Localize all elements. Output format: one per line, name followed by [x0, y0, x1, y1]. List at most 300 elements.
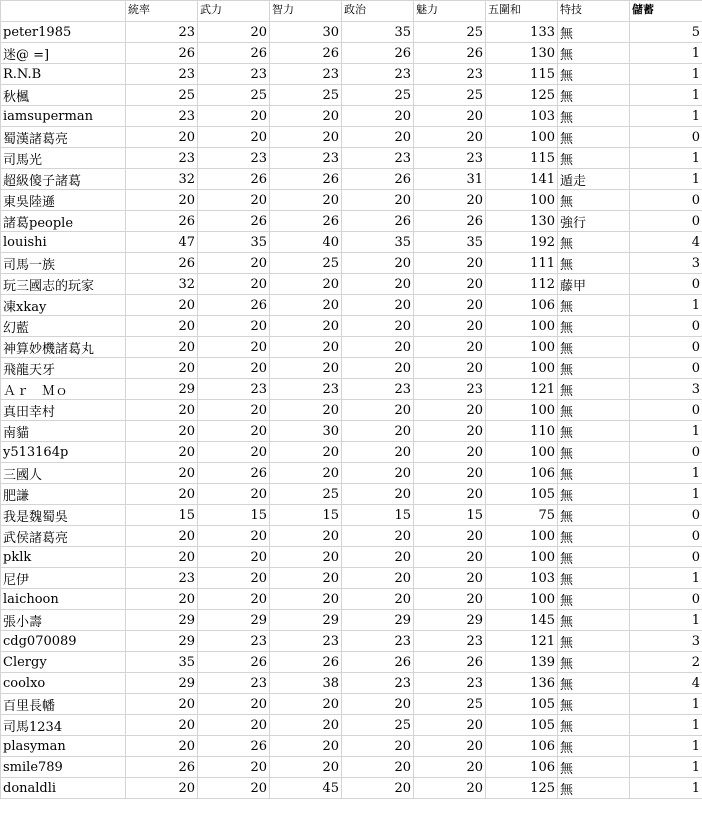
cell-name[interactable]: iamsuperman — [1, 106, 126, 127]
cell-command[interactable]: 26 — [126, 757, 198, 778]
cell-skill[interactable]: 強行 — [558, 211, 630, 232]
cell-name[interactable]: donaldli — [1, 778, 126, 799]
cell-intelligence[interactable]: 45 — [270, 778, 342, 799]
cell-command[interactable]: 29 — [126, 379, 198, 400]
cell-name[interactable]: 真田幸村 — [1, 400, 126, 421]
cell-name[interactable]: 肥謙 — [1, 484, 126, 505]
cell-savings[interactable]: 1 — [630, 568, 702, 589]
cell-savings[interactable]: 0 — [630, 127, 702, 148]
cell-savings[interactable]: 1 — [630, 295, 702, 316]
cell-total[interactable]: 141 — [486, 169, 558, 190]
cell-politics[interactable]: 23 — [342, 148, 414, 169]
header-name[interactable] — [1, 1, 126, 22]
cell-skill[interactable]: 無 — [558, 148, 630, 169]
cell-politics[interactable]: 20 — [342, 547, 414, 568]
cell-intelligence[interactable]: 15 — [270, 505, 342, 526]
cell-strength[interactable]: 26 — [198, 211, 270, 232]
cell-savings[interactable]: 1 — [630, 64, 702, 85]
cell-total[interactable]: 112 — [486, 274, 558, 295]
cell-savings[interactable]: 0 — [630, 274, 702, 295]
cell-command[interactable]: 20 — [126, 694, 198, 715]
cell-politics[interactable]: 25 — [342, 85, 414, 106]
cell-total[interactable]: 145 — [486, 610, 558, 631]
cell-charisma[interactable]: 20 — [414, 400, 486, 421]
cell-politics[interactable]: 20 — [342, 316, 414, 337]
cell-strength[interactable]: 25 — [198, 85, 270, 106]
cell-command[interactable]: 23 — [126, 106, 198, 127]
cell-savings[interactable]: 0 — [630, 211, 702, 232]
cell-intelligence[interactable]: 23 — [270, 631, 342, 652]
cell-savings[interactable]: 1 — [630, 484, 702, 505]
cell-command[interactable]: 20 — [126, 589, 198, 610]
cell-charisma[interactable]: 20 — [414, 778, 486, 799]
cell-politics[interactable]: 20 — [342, 106, 414, 127]
cell-charisma[interactable]: 23 — [414, 379, 486, 400]
cell-total[interactable]: 106 — [486, 757, 558, 778]
cell-savings[interactable]: 1 — [630, 148, 702, 169]
cell-name[interactable]: 司馬光 — [1, 148, 126, 169]
cell-politics[interactable]: 23 — [342, 631, 414, 652]
cell-total[interactable]: 106 — [486, 736, 558, 757]
cell-strength[interactable]: 20 — [198, 316, 270, 337]
cell-savings[interactable]: 1 — [630, 736, 702, 757]
cell-savings[interactable]: 3 — [630, 631, 702, 652]
cell-skill[interactable]: 無 — [558, 421, 630, 442]
cell-charisma[interactable]: 29 — [414, 610, 486, 631]
cell-savings[interactable]: 0 — [630, 190, 702, 211]
cell-charisma[interactable]: 26 — [414, 43, 486, 64]
cell-intelligence[interactable]: 30 — [270, 421, 342, 442]
cell-savings[interactable]: 0 — [630, 442, 702, 463]
cell-skill[interactable]: 無 — [558, 232, 630, 253]
cell-intelligence[interactable]: 20 — [270, 316, 342, 337]
cell-savings[interactable]: 1 — [630, 463, 702, 484]
cell-charisma[interactable]: 20 — [414, 253, 486, 274]
cell-skill[interactable]: 無 — [558, 694, 630, 715]
cell-politics[interactable]: 26 — [342, 169, 414, 190]
cell-command[interactable]: 20 — [126, 316, 198, 337]
cell-intelligence[interactable]: 20 — [270, 589, 342, 610]
cell-politics[interactable]: 20 — [342, 778, 414, 799]
cell-savings[interactable]: 0 — [630, 526, 702, 547]
cell-charisma[interactable]: 20 — [414, 715, 486, 736]
cell-intelligence[interactable]: 25 — [270, 253, 342, 274]
cell-command[interactable]: 20 — [126, 736, 198, 757]
cell-savings[interactable]: 1 — [630, 610, 702, 631]
cell-total[interactable]: 100 — [486, 442, 558, 463]
cell-total[interactable]: 103 — [486, 106, 558, 127]
cell-skill[interactable]: 無 — [558, 316, 630, 337]
cell-total[interactable]: 125 — [486, 778, 558, 799]
cell-intelligence[interactable]: 20 — [270, 463, 342, 484]
cell-charisma[interactable]: 20 — [414, 568, 486, 589]
cell-command[interactable]: 20 — [126, 190, 198, 211]
cell-politics[interactable]: 23 — [342, 379, 414, 400]
cell-intelligence[interactable]: 30 — [270, 22, 342, 43]
cell-name[interactable]: 神算妙機諸葛丸 — [1, 337, 126, 358]
cell-total[interactable]: 100 — [486, 547, 558, 568]
cell-name[interactable]: 超級傻子諸葛 — [1, 169, 126, 190]
cell-strength[interactable]: 20 — [198, 358, 270, 379]
cell-skill[interactable]: 藤甲 — [558, 274, 630, 295]
cell-total[interactable]: 100 — [486, 358, 558, 379]
cell-charisma[interactable]: 20 — [414, 463, 486, 484]
cell-skill[interactable]: 無 — [558, 379, 630, 400]
cell-command[interactable]: 20 — [126, 778, 198, 799]
cell-strength[interactable]: 20 — [198, 526, 270, 547]
cell-intelligence[interactable]: 20 — [270, 526, 342, 547]
cell-total[interactable]: 105 — [486, 484, 558, 505]
cell-charisma[interactable]: 20 — [414, 421, 486, 442]
cell-charisma[interactable]: 20 — [414, 337, 486, 358]
cell-skill[interactable]: 遁走 — [558, 169, 630, 190]
cell-charisma[interactable]: 20 — [414, 106, 486, 127]
cell-charisma[interactable]: 20 — [414, 274, 486, 295]
cell-savings[interactable]: 4 — [630, 673, 702, 694]
cell-strength[interactable]: 23 — [198, 631, 270, 652]
cell-command[interactable]: 23 — [126, 148, 198, 169]
cell-charisma[interactable]: 20 — [414, 757, 486, 778]
cell-strength[interactable]: 20 — [198, 22, 270, 43]
cell-politics[interactable]: 29 — [342, 610, 414, 631]
cell-skill[interactable]: 無 — [558, 715, 630, 736]
header-total[interactable]: 五圍和 — [486, 1, 558, 22]
cell-savings[interactable]: 1 — [630, 85, 702, 106]
cell-total[interactable]: 130 — [486, 43, 558, 64]
cell-intelligence[interactable]: 20 — [270, 106, 342, 127]
cell-name[interactable]: 玩三國志的玩家 — [1, 274, 126, 295]
cell-name[interactable]: R.N.B — [1, 64, 126, 85]
cell-name[interactable]: smile789 — [1, 757, 126, 778]
cell-skill[interactable]: 無 — [558, 295, 630, 316]
cell-politics[interactable]: 20 — [342, 589, 414, 610]
cell-politics[interactable]: 26 — [342, 211, 414, 232]
cell-intelligence[interactable]: 20 — [270, 190, 342, 211]
cell-savings[interactable]: 0 — [630, 400, 702, 421]
cell-command[interactable]: 20 — [126, 358, 198, 379]
cell-command[interactable]: 26 — [126, 43, 198, 64]
cell-skill[interactable]: 無 — [558, 484, 630, 505]
cell-command[interactable]: 47 — [126, 232, 198, 253]
header-skill[interactable]: 特技 — [558, 1, 630, 22]
cell-name[interactable]: plasyman — [1, 736, 126, 757]
cell-intelligence[interactable]: 23 — [270, 64, 342, 85]
cell-charisma[interactable]: 20 — [414, 526, 486, 547]
cell-savings[interactable]: 4 — [630, 232, 702, 253]
cell-politics[interactable]: 20 — [342, 484, 414, 505]
cell-intelligence[interactable]: 23 — [270, 379, 342, 400]
cell-name[interactable]: 飛龍天牙 — [1, 358, 126, 379]
cell-total[interactable]: 75 — [486, 505, 558, 526]
cell-intelligence[interactable]: 20 — [270, 442, 342, 463]
cell-charisma[interactable]: 20 — [414, 127, 486, 148]
cell-strength[interactable]: 23 — [198, 673, 270, 694]
cell-strength[interactable]: 26 — [198, 169, 270, 190]
cell-skill[interactable]: 無 — [558, 505, 630, 526]
cell-command[interactable]: 20 — [126, 715, 198, 736]
cell-savings[interactable]: 1 — [630, 757, 702, 778]
cell-intelligence[interactable]: 25 — [270, 484, 342, 505]
cell-strength[interactable]: 20 — [198, 106, 270, 127]
header-strength[interactable]: 武力 — [198, 1, 270, 22]
cell-intelligence[interactable]: 20 — [270, 736, 342, 757]
cell-strength[interactable]: 23 — [198, 379, 270, 400]
cell-savings[interactable]: 0 — [630, 505, 702, 526]
cell-skill[interactable]: 無 — [558, 190, 630, 211]
cell-intelligence[interactable]: 26 — [270, 652, 342, 673]
cell-skill[interactable]: 無 — [558, 22, 630, 43]
cell-intelligence[interactable]: 20 — [270, 274, 342, 295]
header-politics[interactable]: 政治 — [342, 1, 414, 22]
cell-politics[interactable]: 20 — [342, 421, 414, 442]
cell-name[interactable]: 秋楓 — [1, 85, 126, 106]
cell-command[interactable]: 32 — [126, 169, 198, 190]
cell-name[interactable]: y513164p — [1, 442, 126, 463]
cell-charisma[interactable]: 20 — [414, 484, 486, 505]
cell-strength[interactable]: 20 — [198, 715, 270, 736]
cell-skill[interactable]: 無 — [558, 64, 630, 85]
cell-command[interactable]: 29 — [126, 631, 198, 652]
cell-charisma[interactable]: 20 — [414, 589, 486, 610]
cell-name[interactable]: 武侯諸葛亮 — [1, 526, 126, 547]
cell-politics[interactable]: 23 — [342, 64, 414, 85]
cell-total[interactable]: 121 — [486, 631, 558, 652]
cell-charisma[interactable]: 20 — [414, 547, 486, 568]
cell-command[interactable]: 20 — [126, 337, 198, 358]
cell-politics[interactable]: 20 — [342, 694, 414, 715]
cell-strength[interactable]: 20 — [198, 547, 270, 568]
cell-command[interactable]: 20 — [126, 127, 198, 148]
cell-name[interactable]: louishi — [1, 232, 126, 253]
cell-command[interactable]: 32 — [126, 274, 198, 295]
cell-skill[interactable]: 無 — [558, 400, 630, 421]
cell-savings[interactable]: 3 — [630, 253, 702, 274]
cell-charisma[interactable]: 31 — [414, 169, 486, 190]
cell-skill[interactable]: 無 — [558, 736, 630, 757]
cell-command[interactable]: 15 — [126, 505, 198, 526]
cell-politics[interactable]: 26 — [342, 43, 414, 64]
cell-savings[interactable]: 0 — [630, 358, 702, 379]
cell-charisma[interactable]: 20 — [414, 358, 486, 379]
cell-intelligence[interactable]: 20 — [270, 127, 342, 148]
cell-total[interactable]: 111 — [486, 253, 558, 274]
cell-name[interactable]: 張小壽 — [1, 610, 126, 631]
cell-command[interactable]: 29 — [126, 673, 198, 694]
cell-command[interactable]: 25 — [126, 85, 198, 106]
cell-strength[interactable]: 20 — [198, 442, 270, 463]
cell-savings[interactable]: 1 — [630, 715, 702, 736]
cell-strength[interactable]: 35 — [198, 232, 270, 253]
cell-name[interactable]: 司馬1234 — [1, 715, 126, 736]
cell-strength[interactable]: 20 — [198, 190, 270, 211]
cell-skill[interactable]: 無 — [558, 358, 630, 379]
cell-strength[interactable]: 26 — [198, 652, 270, 673]
cell-name[interactable]: Clergy — [1, 652, 126, 673]
cell-politics[interactable]: 20 — [342, 295, 414, 316]
cell-savings[interactable]: 1 — [630, 421, 702, 442]
cell-total[interactable]: 130 — [486, 211, 558, 232]
cell-total[interactable]: 100 — [486, 316, 558, 337]
cell-strength[interactable]: 23 — [198, 64, 270, 85]
header-savings[interactable]: 儲蓄 — [630, 1, 702, 22]
cell-skill[interactable]: 無 — [558, 127, 630, 148]
cell-strength[interactable]: 15 — [198, 505, 270, 526]
cell-command[interactable]: 26 — [126, 211, 198, 232]
cell-total[interactable]: 110 — [486, 421, 558, 442]
cell-name[interactable]: laichoon — [1, 589, 126, 610]
cell-charisma[interactable]: 23 — [414, 148, 486, 169]
cell-charisma[interactable]: 25 — [414, 22, 486, 43]
cell-skill[interactable]: 無 — [558, 43, 630, 64]
cell-skill[interactable]: 無 — [558, 106, 630, 127]
cell-command[interactable]: 35 — [126, 652, 198, 673]
cell-skill[interactable]: 無 — [558, 85, 630, 106]
cell-name[interactable]: 蜀漢諸葛亮 — [1, 127, 126, 148]
cell-total[interactable]: 100 — [486, 526, 558, 547]
cell-strength[interactable]: 23 — [198, 148, 270, 169]
cell-total[interactable]: 105 — [486, 694, 558, 715]
cell-charisma[interactable]: 20 — [414, 190, 486, 211]
cell-charisma[interactable]: 25 — [414, 694, 486, 715]
cell-name[interactable]: 尼伊 — [1, 568, 126, 589]
cell-name[interactable]: Ａｒ Ｍｏ — [1, 379, 126, 400]
cell-total[interactable]: 100 — [486, 337, 558, 358]
cell-politics[interactable]: 35 — [342, 232, 414, 253]
cell-savings[interactable]: 0 — [630, 316, 702, 337]
cell-name[interactable]: coolxo — [1, 673, 126, 694]
cell-skill[interactable]: 無 — [558, 337, 630, 358]
cell-charisma[interactable]: 23 — [414, 64, 486, 85]
cell-charisma[interactable]: 15 — [414, 505, 486, 526]
cell-name[interactable]: cdg070089 — [1, 631, 126, 652]
cell-intelligence[interactable]: 20 — [270, 358, 342, 379]
cell-charisma[interactable]: 26 — [414, 652, 486, 673]
cell-savings[interactable]: 3 — [630, 379, 702, 400]
cell-name[interactable]: 迷@ =] — [1, 43, 126, 64]
cell-savings[interactable]: 0 — [630, 589, 702, 610]
cell-name[interactable]: 三國人 — [1, 463, 126, 484]
cell-name[interactable]: 南貓 — [1, 421, 126, 442]
cell-strength[interactable]: 20 — [198, 274, 270, 295]
cell-total[interactable]: 115 — [486, 148, 558, 169]
cell-intelligence[interactable]: 26 — [270, 169, 342, 190]
cell-charisma[interactable]: 20 — [414, 295, 486, 316]
cell-command[interactable]: 23 — [126, 568, 198, 589]
cell-politics[interactable]: 20 — [342, 442, 414, 463]
cell-strength[interactable]: 20 — [198, 694, 270, 715]
cell-skill[interactable]: 無 — [558, 778, 630, 799]
cell-intelligence[interactable]: 20 — [270, 757, 342, 778]
cell-strength[interactable]: 20 — [198, 127, 270, 148]
cell-skill[interactable]: 無 — [558, 673, 630, 694]
cell-politics[interactable]: 20 — [342, 400, 414, 421]
header-charisma[interactable]: 魅力 — [414, 1, 486, 22]
cell-name[interactable]: 凍xkay — [1, 295, 126, 316]
header-intelligence[interactable]: 智力 — [270, 1, 342, 22]
cell-skill[interactable]: 無 — [558, 463, 630, 484]
cell-savings[interactable]: 1 — [630, 169, 702, 190]
cell-skill[interactable]: 無 — [558, 526, 630, 547]
cell-politics[interactable]: 20 — [342, 526, 414, 547]
cell-politics[interactable]: 20 — [342, 253, 414, 274]
cell-name[interactable]: peter1985 — [1, 22, 126, 43]
cell-strength[interactable]: 20 — [198, 589, 270, 610]
cell-command[interactable]: 20 — [126, 421, 198, 442]
cell-total[interactable]: 139 — [486, 652, 558, 673]
cell-total[interactable]: 100 — [486, 589, 558, 610]
cell-command[interactable]: 26 — [126, 253, 198, 274]
cell-total[interactable]: 136 — [486, 673, 558, 694]
cell-politics[interactable]: 20 — [342, 337, 414, 358]
cell-savings[interactable]: 1 — [630, 694, 702, 715]
cell-intelligence[interactable]: 25 — [270, 85, 342, 106]
cell-command[interactable]: 20 — [126, 484, 198, 505]
cell-politics[interactable]: 15 — [342, 505, 414, 526]
cell-politics[interactable]: 20 — [342, 757, 414, 778]
cell-strength[interactable]: 26 — [198, 736, 270, 757]
cell-strength[interactable]: 29 — [198, 610, 270, 631]
cell-command[interactable]: 20 — [126, 463, 198, 484]
cell-total[interactable]: 106 — [486, 295, 558, 316]
cell-charisma[interactable]: 20 — [414, 316, 486, 337]
cell-charisma[interactable]: 20 — [414, 736, 486, 757]
cell-skill[interactable]: 無 — [558, 757, 630, 778]
cell-name[interactable]: 司馬一族 — [1, 253, 126, 274]
cell-strength[interactable]: 20 — [198, 568, 270, 589]
cell-intelligence[interactable]: 20 — [270, 337, 342, 358]
cell-savings[interactable]: 2 — [630, 652, 702, 673]
cell-strength[interactable]: 20 — [198, 400, 270, 421]
cell-intelligence[interactable]: 20 — [270, 295, 342, 316]
cell-politics[interactable]: 20 — [342, 274, 414, 295]
cell-total[interactable]: 105 — [486, 715, 558, 736]
cell-total[interactable]: 103 — [486, 568, 558, 589]
cell-name[interactable]: pklk — [1, 547, 126, 568]
cell-politics[interactable]: 25 — [342, 715, 414, 736]
cell-savings[interactable]: 0 — [630, 337, 702, 358]
cell-intelligence[interactable]: 20 — [270, 400, 342, 421]
cell-intelligence[interactable]: 26 — [270, 43, 342, 64]
cell-skill[interactable]: 無 — [558, 547, 630, 568]
cell-total[interactable]: 192 — [486, 232, 558, 253]
cell-charisma[interactable]: 23 — [414, 631, 486, 652]
cell-total[interactable]: 121 — [486, 379, 558, 400]
cell-politics[interactable]: 20 — [342, 568, 414, 589]
cell-command[interactable]: 23 — [126, 64, 198, 85]
cell-command[interactable]: 23 — [126, 22, 198, 43]
cell-name[interactable]: 我是魏蜀吳 — [1, 505, 126, 526]
cell-intelligence[interactable]: 20 — [270, 715, 342, 736]
cell-strength[interactable]: 26 — [198, 463, 270, 484]
cell-total[interactable]: 100 — [486, 190, 558, 211]
cell-charisma[interactable]: 25 — [414, 85, 486, 106]
cell-command[interactable]: 29 — [126, 610, 198, 631]
cell-command[interactable]: 20 — [126, 295, 198, 316]
cell-skill[interactable]: 無 — [558, 589, 630, 610]
cell-skill[interactable]: 無 — [558, 442, 630, 463]
cell-charisma[interactable]: 20 — [414, 442, 486, 463]
cell-intelligence[interactable]: 20 — [270, 694, 342, 715]
cell-name[interactable]: 幻藍 — [1, 316, 126, 337]
cell-total[interactable]: 100 — [486, 127, 558, 148]
cell-charisma[interactable]: 26 — [414, 211, 486, 232]
cell-skill[interactable]: 無 — [558, 631, 630, 652]
cell-politics[interactable]: 20 — [342, 190, 414, 211]
cell-command[interactable]: 20 — [126, 547, 198, 568]
cell-politics[interactable]: 35 — [342, 22, 414, 43]
cell-total[interactable]: 133 — [486, 22, 558, 43]
cell-strength[interactable]: 20 — [198, 421, 270, 442]
